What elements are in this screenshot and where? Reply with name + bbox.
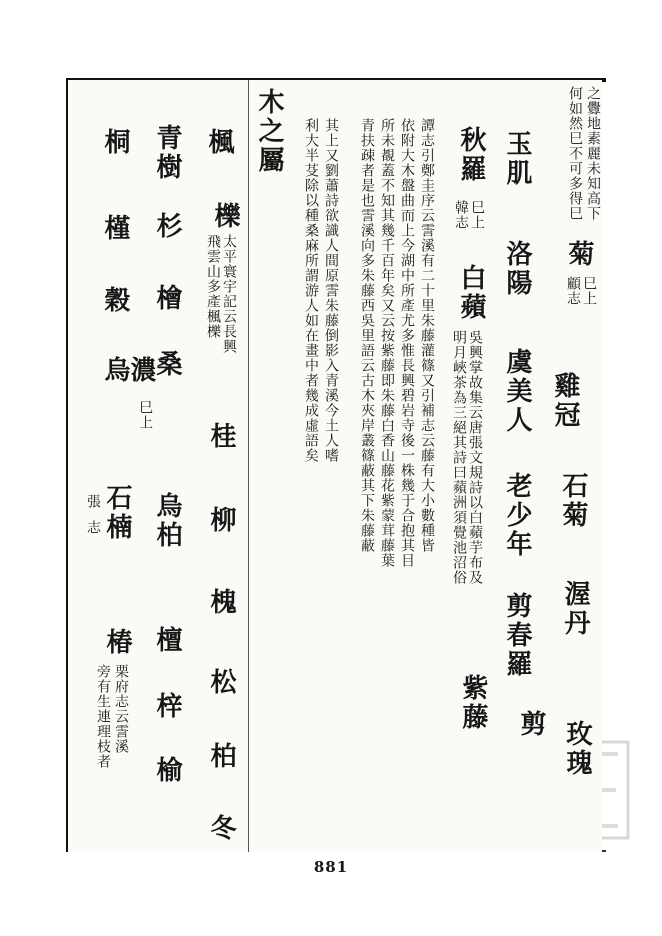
commentary-line-5: 其上又劉蕭詩欲識人間原霅朱藤倒影入青溪今土人嗜 — [323, 118, 339, 463]
item-song: 松 — [206, 668, 236, 697]
item-shiju: 石菊 — [558, 472, 588, 530]
item-baiping: 白蘋 — [456, 264, 486, 322]
note-chun-line1: 栗府志云霅溪 — [113, 664, 129, 754]
item-wubai: 烏柏 — [152, 492, 182, 550]
item-jian: 剪 — [516, 710, 546, 739]
item-dong: 冬 — [206, 814, 236, 843]
item-tong: 桐 — [100, 128, 130, 157]
item-zi: 梓 — [152, 692, 182, 721]
item-bai: 柏 — [206, 742, 236, 771]
note-baiping-line2: 明月峽茶為三絕其詩曰蘋洲須覺池沼俗 — [451, 330, 467, 585]
item-meigui: 玫瑰 — [562, 720, 592, 778]
note-yishang-3: 巳上 — [137, 400, 153, 430]
item-yuji: 玉肌 — [502, 130, 532, 188]
note-zhangzhi-2: 志 — [85, 520, 101, 535]
item-sang: 桑 — [152, 350, 182, 379]
item-chun: 椿 — [102, 628, 132, 657]
item-jin: 槿 — [100, 214, 130, 243]
section-heading: 木之屬 — [254, 88, 284, 175]
item-luoyang: 洛陽 — [502, 240, 532, 298]
commentary-line-3: 所未覩蓋不知其幾千百年矣又云按紫藤即朱藤白香山藤花紫蒙茸藤葉 — [379, 118, 395, 568]
page-number: 881 — [313, 858, 349, 876]
commentary-line-6: 利大半芟除以種桑麻所謂游人如在畫中者幾成虛語矣 — [303, 118, 319, 463]
item-nong: 濃 — [126, 356, 156, 385]
note-yishang-han-2: 韓志 — [453, 200, 469, 230]
note-block-1-line1: 之釁地素麗未知高下 — [585, 86, 601, 221]
note-block-1-line2: 何如然巳不可多得巳 — [567, 86, 583, 221]
note-chun-line2: 旁有生連理枝者 — [95, 664, 111, 769]
commentary-line-2: 依附大木盤曲而上今湖中所產尤多惟長興碧岩寺後一株幾于合抱其目 — [399, 118, 415, 568]
item-li: 櫟 — [210, 202, 240, 231]
item-wu: 烏 — [100, 356, 130, 385]
note-yishang-gu-2: 顧志 — [565, 276, 581, 306]
item-gu: 穀 — [100, 286, 130, 315]
item-qiuluo: 秋羅 — [456, 126, 486, 184]
note-yishang-han-1: 巳上 — [469, 200, 485, 230]
item-gui: 桂 — [206, 422, 236, 451]
item-jiguan: 雞冠 — [550, 372, 580, 430]
item-feng: 楓 — [204, 128, 234, 157]
commentary-line-4: 青扶疎者是也霅溪向多朱藤西吳里語云古木夾岸叢篠蔽其下朱藤蔽 — [359, 118, 375, 553]
note-zhangzhi-1: 張 — [85, 494, 101, 509]
item-yu: 榆 — [152, 756, 182, 785]
item-shinan: 石楠 — [102, 484, 132, 542]
note-yishang-gu-1: 巳上 — [581, 276, 597, 306]
note-baiping-line1: 吳興掌故集云唐張文規詩以白蘋芋布及 — [467, 330, 483, 585]
item-huai: 槐 — [206, 588, 236, 617]
item-qingshu: 青樹 — [152, 124, 182, 182]
item-wodan: 渥丹 — [560, 580, 590, 638]
column-flowers-a — [552, 372, 578, 444]
item-laoshaonian: 老少年 — [502, 472, 532, 559]
column-divider — [248, 80, 249, 852]
note-fengli-line1: 太平寰宇記云長興 — [221, 234, 237, 354]
item-gui2: 檜 — [152, 284, 182, 313]
page — [68, 80, 602, 852]
item-ju: 菊 — [564, 240, 594, 269]
item-jianchunluo: 剪春羅 — [502, 592, 532, 679]
item-liu: 柳 — [206, 506, 236, 535]
note-fengli-line2: 飛雲山多產楓櫟 — [205, 234, 221, 339]
item-ziteng: 紫藤 — [458, 674, 488, 732]
item-yumeiren: 虞美人 — [502, 348, 532, 435]
commentary-line-1: 譚志引鄭圭序云霅溪有二十里朱藤灌篠又引補志云藤有大小數種皆 — [419, 118, 435, 553]
item-shan: 杉 — [152, 212, 182, 241]
item-tan: 檀 — [152, 626, 182, 655]
